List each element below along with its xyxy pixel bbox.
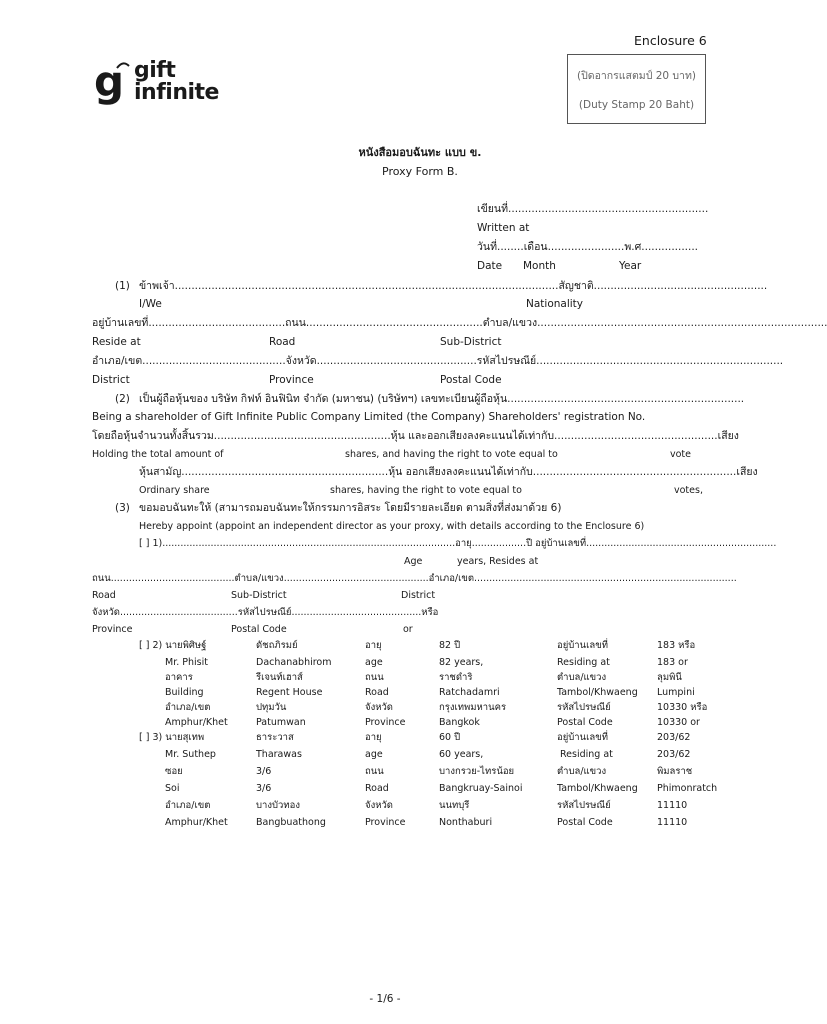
province-label: Province xyxy=(269,374,314,386)
proxy2-r2-c3: ราชดำริ xyxy=(439,672,473,683)
district-line-th: อำเภอ/เขต...........................................จังหวัด................................................รหัสไปรษณีย์.......................................................................... xyxy=(92,355,784,367)
shareholder-of-th: เป็นผู้ถือหุ้นของ บริษัท กิฟท์ อินฟินิท จำกัด (มหาชน) (บริษัทฯ) เลขทะเบียนผู้ถือหุ้น....................................................................... xyxy=(139,393,745,405)
company-logo xyxy=(94,58,240,110)
subdistrict-label: Sub-District xyxy=(440,336,502,348)
total-shares-th: โดยถือหุ้นจำนวนทั้งสิ้นรวม.....................................................หุ้น และออกเสียงลงคะแนนได้เท่ากับ.................................................เสียง xyxy=(92,430,739,442)
enclosure-label: Enclosure 6 xyxy=(634,33,707,48)
proxy2-r1-c3: 82 years, xyxy=(439,657,484,668)
proxy3-r1-c4: Residing at xyxy=(560,749,613,760)
proxy3-r1-c0: Mr. Suthep xyxy=(165,749,216,760)
district-label: District xyxy=(92,374,130,386)
proxy3-r4-c0: อำเภอ/เขต xyxy=(165,800,211,811)
proxy2-r3-c2: Road xyxy=(365,687,389,698)
proxy2-r1-c4: Residing at xyxy=(557,657,610,668)
proxy1-province-line: จังหวัด.......................................รหัสไปรษณีย์...........................................หรือ xyxy=(92,607,439,618)
proxy3-r0-c1: ธาระวาส xyxy=(256,732,294,743)
date-th: วันที่........เดือน.......................พ.ศ................. xyxy=(477,241,699,253)
proxy2-r2-c4: ตำบล/แขวง xyxy=(557,672,607,683)
duty-stamp-box xyxy=(567,54,706,124)
proxy3-r3-c0: Soi xyxy=(165,783,180,794)
proxy3-r0-c4: อยู่บ้านเลขที่ xyxy=(557,732,608,743)
nationality-label: Nationality xyxy=(526,298,584,310)
proxy3-r2-c1: 3/6 xyxy=(256,766,272,777)
proxy3-r3-c3: Bangkruay-Sainoi xyxy=(439,783,523,794)
proxy3-r2-c3: บางกรวย-ไทรน้อย xyxy=(439,766,515,777)
proxy2-r4-c5: 10330 หรือ xyxy=(657,702,708,713)
section1-number: (1) xyxy=(115,280,130,292)
section2-number: (2) xyxy=(115,393,130,405)
proxy2-r4-c1: ปทุมวัน xyxy=(256,702,287,713)
proxy2-r3-c4: Tambol/Khwaeng xyxy=(557,687,638,698)
proxy3-r3-c5: Phimonratch xyxy=(657,783,718,794)
proxy2-r5-c4: Postal Code xyxy=(557,717,613,728)
proxy2-r5-c1: Patumwan xyxy=(256,717,306,728)
proxy3-r5-c4: Postal Code xyxy=(557,817,613,828)
form-title-th: หนังสือมอบฉันทะ แบบ ข. xyxy=(358,146,482,159)
proxy2-r1-c5: 183 or xyxy=(657,657,688,668)
date-en: Date xyxy=(477,260,503,272)
logo-word-infinite: infinite xyxy=(134,80,219,105)
proxy2-r0-c1: ดัชถภิรมย์ xyxy=(256,640,298,651)
proxy1-district-label: District xyxy=(401,590,436,601)
gift-logo-icon xyxy=(94,58,134,110)
proxy2-r0-c5: 183 หรือ xyxy=(657,640,696,651)
proxy2-r5-c3: Bangkok xyxy=(439,717,480,728)
proxy1-postal-label: Postal Code xyxy=(231,624,287,635)
ordinary-shares-th: หุ้นสามัญ..............................................................หุ้น ออกเสียงลงคะแนนได้เท่ากับ.............................................................เสียง xyxy=(139,466,758,478)
stamp-label-th: (ปิดอากรแสตมป์ 20 บาท) xyxy=(577,70,696,82)
iwe-label: I/We xyxy=(139,298,162,310)
proxy3-r5-c0: Amphur/Khet xyxy=(165,817,228,828)
shareholder-of-en: Being a shareholder of Gift Infinite Public Company Limited (the Company) Shareholders' registration No. xyxy=(92,411,646,423)
proxy2-r3-c0: Building xyxy=(165,687,204,698)
logo-word-gift: gift xyxy=(134,58,176,83)
proxy3-r0-c0[interactable]: [ ] 3) นายสุเทพ xyxy=(139,732,205,743)
proxy3-r5-c2: Province xyxy=(365,817,406,828)
proxy2-r0-c3: 82 ปี xyxy=(439,640,461,651)
written-at-en: Written at xyxy=(477,222,530,234)
ordinary-shares-en-b: shares, having the right to vote equal to xyxy=(330,485,522,496)
proxy2-r4-c3: กรุงเทพมหานคร xyxy=(439,702,507,713)
proxy3-r2-c5: พิมลราช xyxy=(657,766,693,777)
resides-label: years, Resides at xyxy=(457,556,539,567)
proxy3-r1-c2: age xyxy=(365,749,383,760)
proxy3-r0-c2: อายุ xyxy=(365,732,382,743)
proxy3-r3-c1: 3/6 xyxy=(256,783,272,794)
age-label: Age xyxy=(404,556,423,567)
proxy2-r2-c2: ถนน xyxy=(365,672,384,683)
postal-label: Postal Code xyxy=(440,374,502,386)
proxy2-r1-c0: Mr. Phisit xyxy=(165,657,208,668)
proxy2-r1-c1: Dachanabhirom xyxy=(256,657,332,668)
stamp-label-en: (Duty Stamp 20 Baht) xyxy=(578,99,695,111)
proxy2-r4-c2: จังหวัด xyxy=(365,702,393,713)
proxy1-or-label: or xyxy=(403,624,413,635)
road-label: Road xyxy=(269,336,296,348)
proxy1-province-label: Province xyxy=(92,624,133,635)
proxy-option-1-line[interactable]: [ ] 1).................................................................................................อายุ..................ปี อยู่บ้านเลขที่............................................................... xyxy=(139,538,777,549)
proxy3-r5-c1: Bangbuathong xyxy=(256,817,326,828)
proxy2-r2-c5: ลุมพินี xyxy=(657,672,682,683)
total-shares-en-b: shares, and having the right to vote equal to xyxy=(345,449,558,460)
proxy2-r2-c0: อาคาร xyxy=(165,672,193,683)
page-number: - 1/6 - xyxy=(369,993,401,1005)
proxy3-r1-c3: 60 years, xyxy=(439,749,484,760)
shareholder-name-line: ข้าพเจ้า...................................................................................................................สัญชาติ.................................................... xyxy=(139,280,768,292)
proxy2-r5-c0: Amphur/Khet xyxy=(165,717,228,728)
svg-text:g: g xyxy=(94,57,125,106)
proxy3-r5-c3: Nonthaburi xyxy=(439,817,493,828)
proxy2-r5-c2: Province xyxy=(365,717,406,728)
proxy3-r2-c4: ตำบล/แขวง xyxy=(557,766,607,777)
total-shares-en-a: Holding the total amount of xyxy=(92,449,224,460)
proxy2-r3-c5: Lumpini xyxy=(657,687,695,698)
proxy3-r1-c1: Tharawas xyxy=(256,749,302,760)
proxy1-subdistrict-label: Sub-District xyxy=(231,590,287,601)
proxy3-r0-c5: 203/62 xyxy=(657,732,691,743)
proxy3-r0-c3: 60 ปี xyxy=(439,732,461,743)
proxy3-r4-c5: 11110 xyxy=(657,800,688,811)
proxy3-r2-c2: ถนน xyxy=(365,766,384,777)
proxy2-r1-c2: age xyxy=(365,657,383,668)
proxy2-r4-c0: อำเภอ/เขต xyxy=(165,702,211,713)
total-shares-en-c: vote xyxy=(670,449,692,460)
section3-number: (3) xyxy=(115,502,130,514)
year-en: Year xyxy=(619,260,642,272)
proxy2-r0-c0[interactable]: [ ] 2) นายพิศิษฐ์ xyxy=(139,640,207,651)
proxy2-r2-c1: รีเจนท์เฮาส์ xyxy=(256,672,303,683)
proxy2-r4-c4: รหัสไปรษณีย์ xyxy=(557,702,611,713)
proxy1-road-label: Road xyxy=(92,590,116,601)
proxy1-road-line: ถนน.........................................ตำบล/แขวง................................................อำเภอ/เขต....................................................................................... xyxy=(92,573,737,584)
proxy3-r4-c1: บางบัวทอง xyxy=(256,800,300,811)
address-line-th: อยู่บ้านเลขที่.........................................ถนน.....................................................ตำบล/แขวง....................................................................................... xyxy=(92,317,827,329)
reside-label: Reside at xyxy=(92,336,141,348)
form-title-en: Proxy Form B. xyxy=(382,165,458,178)
written-at-th: เขียนที่............................................................ xyxy=(477,203,709,215)
proxy3-r4-c2: จังหวัด xyxy=(365,800,393,811)
proxy2-r3-c3: Ratchadamri xyxy=(439,687,500,698)
proxy3-r5-c5: 11110 xyxy=(657,817,688,828)
proxy2-r0-c2: อายุ xyxy=(365,640,382,651)
ordinary-shares-en-c: votes, xyxy=(674,485,703,496)
proxy2-r3-c1: Regent House xyxy=(256,687,323,698)
proxy2-r0-c4: อยู่บ้านเลขที่ xyxy=(557,640,608,651)
proxy3-r4-c3: นนทบุรี xyxy=(439,800,470,811)
appoint-th: ขอมอบฉันทะให้ (สามารถมอบฉันทะให้กรรมการอิสระ โดยมีรายละเอียด ตามสิ่งที่ส่งมาด้วย 6) xyxy=(139,502,562,514)
proxy2-r5-c5: 10330 or xyxy=(657,717,700,728)
proxy3-r2-c0: ซอย xyxy=(165,766,183,777)
ordinary-shares-en-a: Ordinary share xyxy=(139,485,210,496)
proxy3-r4-c4: รหัสไปรษณีย์ xyxy=(557,800,611,811)
proxy3-r3-c2: Road xyxy=(365,783,389,794)
month-en: Month xyxy=(523,260,556,272)
proxy3-r3-c4: Tambol/Khwaeng xyxy=(557,783,638,794)
proxy3-r1-c5: 203/62 xyxy=(657,749,691,760)
appoint-en: Hereby appoint (appoint an independent director as your proxy, with details according to the Enclosure 6) xyxy=(139,521,645,532)
